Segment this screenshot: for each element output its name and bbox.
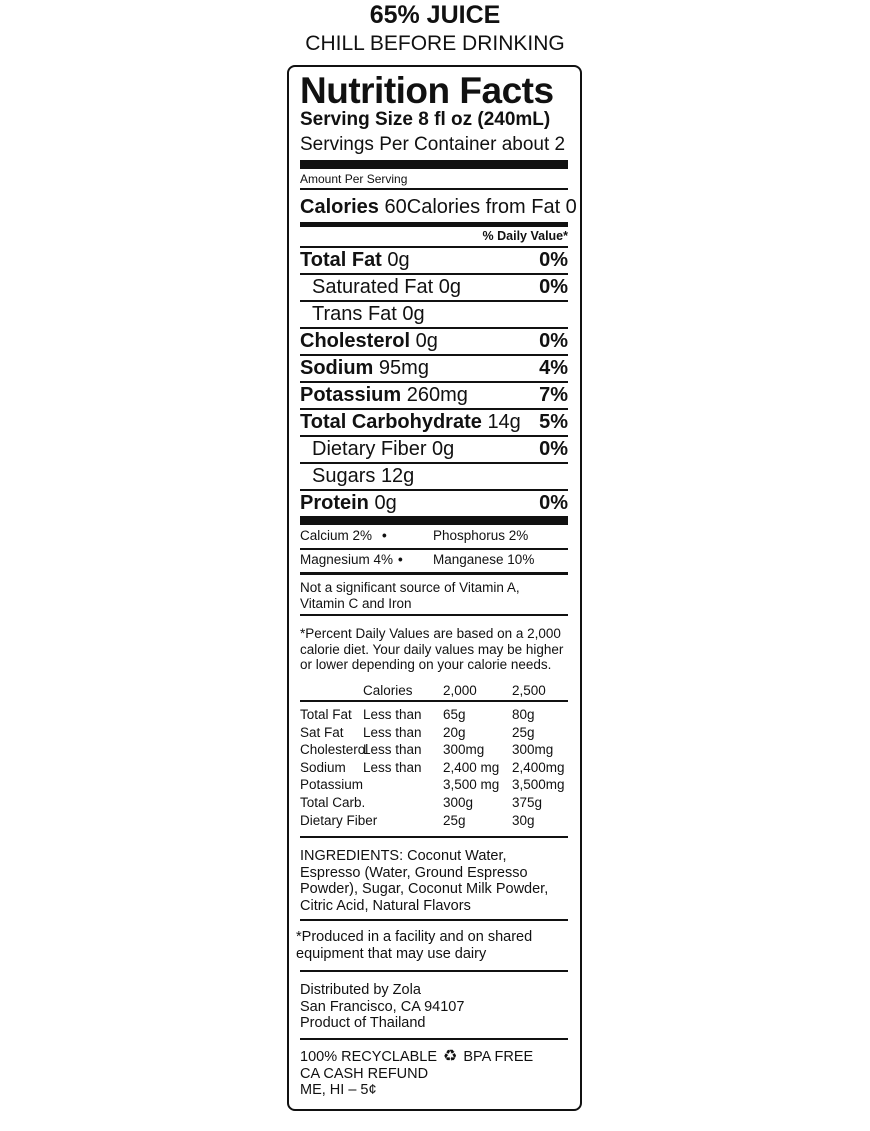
rule [300,188,568,190]
dv-table-col-limit: Less than Less than Less than Less than [363,707,422,775]
header-juice-percent: 65% JUICE [369,1,501,29]
rule [300,700,568,702]
nutrient-row-dietary-fiber: Dietary Fiber 0g 0% [312,438,568,460]
nutrient-row-total-carbohydrate: Total Carbohydrate 14g 5% [300,411,568,433]
calories-row [300,194,577,220]
nutrient-row-total-fat: Total Fat 0g 0% [300,249,568,271]
servings-per-container: Servings Per Container about 2 [300,134,566,155]
rule [300,1038,568,1040]
dv-table-col-2500: 80g 25g 300mg 2,400mg 3,500mg 375g 30g [512,707,565,828]
daily-value-header-row [300,228,568,244]
allergen-statement: *Produced in a facility and on shared equipment that may use dairy [296,929,533,962]
mineral-row: Calcium 2% • Phosphorus 2% [300,528,529,543]
rule [300,548,568,550]
recycle-icon: ♻ [443,1048,458,1066]
calories-label: Calories [300,196,379,218]
daily-value-footnote: *Percent Daily Values are based on a 2,000 calorie diet. Your daily values may be higher or lower depending on your calorie needs. [300,626,564,672]
ingredients: INGREDIENTS: Coconut Water, Espresso (Water, Ground Espresso Powder), Sugar, Coconut Milk Powder, Citric Acid, Natural Flavors [300,848,549,914]
nutrient-row-sugars: Sugars 12g [312,465,415,487]
amount-per-serving: Amount Per Serving [300,172,408,186]
nutrient-row-potassium: Potassium 260mg 7% [300,384,568,406]
not-significant-source: Not a significant source of Vitamin A, Vitamin C and Iron [300,580,520,611]
nutrition-facts-title: Nutrition Facts [300,70,554,111]
serving-size: Serving Size 8 fl oz (240mL) [300,109,551,130]
thick-rule [300,516,568,525]
rule [300,836,568,838]
header-chill-note: CHILL BEFORE DRINKING [305,32,565,55]
nutrient-row-saturated-fat: Saturated Fat 0g 0% [312,276,568,298]
nutrient-row-trans-fat: Trans Fat 0g [312,303,425,325]
dv-table-col-2000: 65g 20g 300mg 2,400 mg 3,500 mg 300g 25g [443,707,500,828]
thick-rule [300,160,568,169]
calories-from-fat: Calories from Fat 0 [406,196,577,218]
distributor-info: Distributed by Zola San Francisco, CA 94107 Product of Thailand [300,982,465,1031]
bullet: • [382,528,387,543]
recycling-info: 100% RECYCLABLE ♻ BPA FREE CA CASH REFUND ME, HI – 5¢ [300,1048,534,1098]
nutrient-row-cholesterol: Cholesterol 0g 0% [300,330,568,352]
dv-table-col-nutrient: Total Fat Sat Fat Cholesterol Sodium Potassium Total Carb. Dietary Fiber [300,707,378,828]
rule [300,970,568,972]
bullet: • [398,552,403,567]
rule [300,572,568,575]
rule [300,919,568,921]
nutrient-row-protein: Protein 0g 0% [300,492,568,514]
calories-value: 60 [384,196,407,218]
daily-value-header: % Daily Value* [482,229,568,243]
nutrient-row-sodium: Sodium 95mg 4% [300,357,568,379]
rule [300,614,568,616]
mineral-row: Magnesium 4% • Manganese 10% [300,552,535,567]
medium-rule [300,222,568,227]
